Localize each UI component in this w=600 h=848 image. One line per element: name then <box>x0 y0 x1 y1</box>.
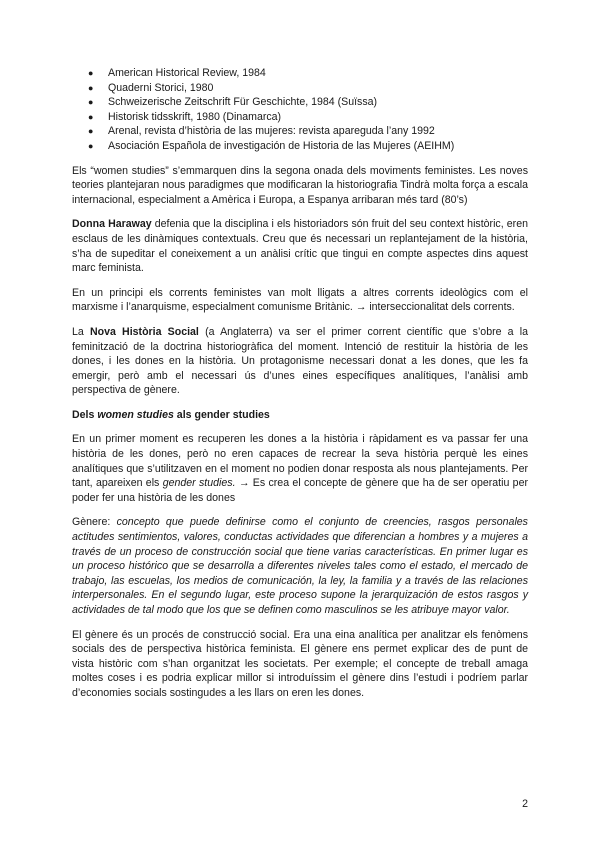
paragraph-currents: En un principi els corrents feministes van molt lligats a altres corrents ideològics com el marxisme i l’anarquisme, especialment comunisme Britànic. → interseccionalitat dels corrents. <box>72 286 528 314</box>
term-italic: gender studies. <box>162 477 236 490</box>
bullet-icon: ● <box>88 97 94 108</box>
paragraph-haraway: Donna Haraway defenia que la disciplina i els historiadors són fruit del seu context històric, eren esclaus de les dinàmiques contextuals. Creu que és necessari un replantejament de la història, s’ha de supeditar el coneixement a un anàlisi crític que tingui en compte aspectes dins aquest marc feminista. <box>72 218 528 275</box>
list-item: ● Quaderni Storici, 1980 <box>88 81 214 94</box>
term-bold: Nova Història Social <box>89 325 199 338</box>
list-item: ● Asociación Española de investigación de Historia de las Mujeres (AEIHM) <box>88 139 455 152</box>
bullet-icon: ● <box>88 126 94 137</box>
list-item: ● Schweizerische Zeitschrift Für Geschichte, 1984 (Suïssa) <box>88 96 378 109</box>
paragraph-gender-construct: El gènere és un procés de construcció social. Era una eina analítica per analitzar els fenòmens socials des de perspectiva històrica feminista. El gènere ens permet explicar des de punt de vista històric com s’han organitzat les societats. Per exemple; el concepte de treball amaga moltes coses i es podria explicar millor si introduíssim el gènere dins l’estudi i podríem parlar d’economies socials sostingudes a les llars on eren les dones. <box>72 628 528 699</box>
page-number: 2 <box>522 798 528 810</box>
journal-list <box>72 66 528 154</box>
list-item: ● Arenal, revista d’història de las mujeres: revista apareguda l’any 1992 <box>88 125 435 138</box>
definition-quote: concepto que puede definirse como el conjunto de creencies, rasgos personales actitudes sentimientos, valores, conductas actividades que diferencian a hombres y a mujeres a través de un proceso de construcción social que tiene varias características. En primer lugar es un proceso histórico que se desarrolla a diferentes niveles tales como el estado, el mercado de trabajo, las escuelas, los medios de comunicación, la ley, la familia y a través de las relaciones interpersonales. En el segundo lugar, este proceso supone la jerarquización de estos rasgos y actividades de tal modo que los que se definen como masculinos se les atribuye mayor valor. <box>72 516 528 616</box>
bullet-icon: ● <box>88 68 94 78</box>
list-item: ● Historisk tidsskrift, 1980 (Dinamarca) <box>88 110 282 123</box>
author-name: Donna Haraway <box>72 218 152 231</box>
bullet-icon: ● <box>88 82 94 93</box>
paragraph-gender-studies: En un primer moment es recuperen les dones a la història i ràpidament es va passar fer una història de les dones, però no eren capaces de recrear la seva història perquè les eines analítiques que s’utilitzaven en el moment no podien donar resposta als nous plantejaments. Per tant, apareixen els gender studies. → Es crea el concepte de gènere que ha de ser operatiu per poder fer una història de les dones <box>72 433 528 504</box>
paragraph-women-studies: Els “women studies” s’emmarquen dins la segona onada dels moviments feministes. Les noves teories plantejaran nous paradigmes que modificaran la historiografia Tindrà molta força a escala internacional, especialment a Amèrica i Europa, a Espanya arribaran més tard (80’s) <box>72 164 528 206</box>
section-heading: Dels women studies als gender studies <box>72 408 270 421</box>
bullet-icon: ● <box>88 111 94 122</box>
bullet-icon: ● <box>88 140 94 151</box>
list-item: ● American Historical Review, 1984 <box>88 67 266 79</box>
paragraph-social-history: La Nova Història Social (a Anglaterra) va ser el primer corrent científic que s’obre a la feminització de la doctrina historiogràfica del moment. Intenció de restituir la història de les dones, i les dones en la història. Un protagonisme necessari donat a les dones, que les fa emergir, però amb el necessari ús d’unes eines específiques analítiques, l’anàlisi amb perspectiva de gènere. <box>72 325 528 397</box>
paragraph-gender-definition: Gènere: concepto que puede definirse como el conjunto de creencies, rasgos personales actitudes sentimientos, valores, conductas actividades que diferencian a hombres y a mujeres a través de un proceso de construcción social que tiene varias características. En primer lugar es un proceso histórico que se desarrolla a diferentes niveles tales como el estado, el mercado de trabajo, las escuelas, los medios de comunicación, la ley, la familia y a través de las relaciones interpersonales. En el segundo lugar, este proceso supone la jerarquización de estos rasgos y actividades de tal modo que los que se definen como masculinos se les atribuye mayor valor. <box>72 516 528 616</box>
document-page <box>72 66 528 711</box>
